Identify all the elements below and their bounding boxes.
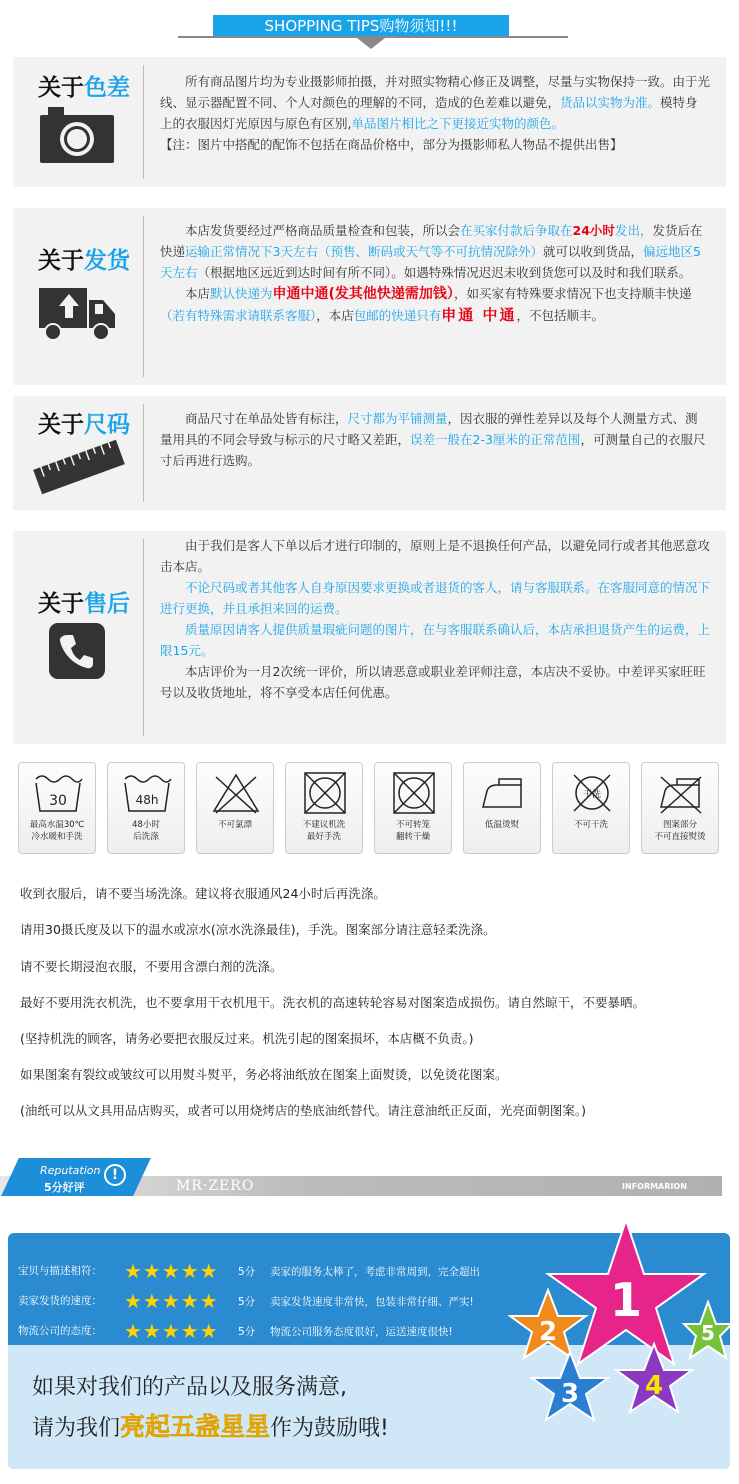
no-tumble-dry-icon [388, 771, 440, 815]
section-text: 商品尺寸在单品处皆有标注，尺寸都为平铺测量，因衣服的弹性差异以及每个人测量方式、测量用具的不同会导致与标示的尺寸略又差距，误差一般在2-3厘米的正常范围，可测量自己的衣服尺寸后再进行选购。 [160, 411, 706, 468]
exclamation-icon: ! [104, 1164, 126, 1186]
section-title: 关于售后 [38, 591, 130, 617]
star-2-icon [510, 1290, 586, 1358]
no-bleach-icon [210, 771, 262, 815]
section-text: 本店发货要经过严格商品质量检查和包装，所以会在买家付款后争取在24小时发出，发货后在快递运输正常情况下3天左右（预售、断码或天气等不可抗情况除外）就可以收到货品，偏远地区5天左右（根据地区远近到达时间有所不同）。如遇特殊情况迟迟未收到货您可以及时和我们联系。 本店默认快递为申通中通(发其他快递需加钱），如买家有特殊要求情况下也支持顺丰快递（若有特殊需求请联系客服），本店包邮的快递只有申通 中通，不包括顺丰。 [160, 223, 703, 324]
svg-text:2: 2 [538, 1317, 558, 1347]
information-label: INFORMARION [622, 1182, 687, 1191]
wash-note: 请用30摄氏度及以下的温水或凉水(凉水洗涤最佳)，手洗。图案部分请注意轻柔洗涤。 [20, 922, 496, 937]
care-icon-air-48h: 48h 48小时 后洗涤 [107, 762, 185, 854]
wash-note: 最好不要用洗衣机洗，也不要拿用干衣机甩干。洗衣机的高速转轮容易对图案造成损伤。请自然晾干，不要暴晒。 [20, 995, 646, 1010]
wash-note: 请不要长期浸泡衣服，不要用含漂白剂的洗涤。 [20, 959, 283, 974]
low-iron-icon [477, 771, 529, 815]
section-title: 关于色差 [38, 75, 130, 101]
header-pointer [357, 38, 385, 49]
shopping-tips-header: SHOPPING TIPS购物须知!!! [213, 15, 509, 37]
after-sales-section [13, 531, 726, 744]
wash-note: (油纸可以从文具用品店购买，或者可以用烧烤店的垫底油纸替代。请注意油纸正反面，光亮面朝图案。) [20, 1103, 587, 1118]
care-icon-no-dry-clean: 干洗 不可干洗 [552, 762, 630, 854]
five-stars-icon: ★★★★★ [124, 1259, 219, 1283]
section-title: 关于发货 [38, 248, 130, 274]
five-stars-icon: ★★★★★ [124, 1289, 219, 1313]
no-dry-clean-icon [566, 771, 618, 815]
star-5-icon [684, 1302, 732, 1358]
care-icon-no-direct-iron: 图案部分 不可直接熨烫 [641, 762, 719, 854]
care-icon-no-machine-wash: 不建议机洗 最好手洗 [285, 762, 363, 854]
svg-text:3: 3 [560, 1379, 580, 1409]
care-icon-wash-30: 30 最高水温30℃ 冷水暖和手洗 [18, 762, 96, 854]
shipping-section [13, 208, 726, 385]
no-direct-iron-icon [655, 771, 707, 815]
svg-text:5: 5 [701, 1321, 715, 1345]
color-difference-section [13, 57, 726, 187]
air-48h-icon [121, 771, 173, 815]
star-3-icon [532, 1352, 608, 1420]
svg-text:30: 30 [49, 793, 67, 809]
camera-icon [40, 107, 114, 167]
five-stars-icon: ★★★★★ [124, 1319, 219, 1343]
brand-name: MR·ZERO [176, 1178, 255, 1194]
care-icon-no-tumble-dry: 不可转笼 翻转干燥 [374, 762, 452, 854]
encourage-message-line2: 请为我们亮起五盏星星作为鼓励哦! [32, 1412, 389, 1441]
reputation-label-en: Reputation [40, 1164, 101, 1177]
svg-text:1: 1 [609, 1273, 643, 1327]
encourage-message-line1: 如果对我们的产品以及服务满意, [32, 1375, 347, 1400]
rating-row: 物流公司的态度： ★★★★★ 5分 物流公司服务态度很好，运送速度很快! [18, 1319, 453, 1343]
wash-note: 收到衣服后，请不要当场洗涤。建议将衣服通风24小时后再洗涤。 [20, 886, 386, 901]
rating-row: 卖家发货的速度： ★★★★★ 5分 卖家发货速度非常快，包装非常仔细、严实! [18, 1289, 474, 1313]
wash-note: (坚持机洗的顾客，请务必要把衣服反过来。机洗引起的图案损坏，本店概不负责。) [20, 1031, 474, 1046]
reputation-label-cn: 5分好评 [44, 1181, 85, 1194]
truck-icon [39, 288, 115, 346]
no-machine-wash-icon [299, 771, 351, 815]
wash-30-icon [32, 771, 84, 815]
size-section [13, 396, 726, 510]
svg-text:4: 4 [644, 1371, 664, 1401]
svg-text:干洗: 干洗 [582, 790, 602, 800]
star-1-icon [548, 1220, 704, 1364]
section-title: 关于尺码 [38, 412, 130, 438]
star-4-icon [616, 1344, 692, 1412]
rating-row: 宝贝与描述相符： ★★★★★ 5分 卖家的服务太棒了，考虑非常周到，完全超出 [18, 1259, 480, 1283]
wash-note: 如果图案有裂纹或皱纹可以用熨斗熨平，务必将油纸放在图案上面熨烫，以免烫花图案。 [20, 1067, 508, 1082]
five-stars-decoration [508, 1216, 734, 1474]
care-icon-no-bleach: 不可氯漂 [196, 762, 274, 854]
section-text: 所有商品图片均为专业摄影师拍摄，并对照实物精心修正及调整，尽量与实物保持一致。由于光线、显示器配置不同、个人对颜色的理解的不同，造成的色差难以避免，货品以实物为准。模特身上的衣服因灯光原因与原色有区别,单品图片相比之下更接近实物的颜色。 【注：图片中搭配的配饰不包括在商品价格中，部分为摄影师私人物品不提供出售】 [160, 74, 711, 152]
ruler-icon [31, 438, 127, 500]
phone-icon [49, 623, 105, 683]
svg-text:48h: 48h [135, 793, 159, 807]
care-icon-low-iron: 低温烫熨 [463, 762, 541, 854]
section-text: 由于我们是客人下单以后才进行印制的，原则上是不退换任何产品，以避免同行或者其他恶意攻击本店。 不论尺码或者其他客人自身原因要求更换或者退货的客人，请与客服联系。在客服同意的情况下进行更换，并且承担来回的运费。 质量原因请客人提供质量瑕疵问题的图片，在与客服联系确认后，本店承担退货产生的运费，上限15元。 本店评价为一月2次统一评价，所以请恶意或职业差评师注意，本店决不妥协。中差评买家旺旺号以及收货地址，将不享受本店任何优惠。 [160, 538, 711, 700]
